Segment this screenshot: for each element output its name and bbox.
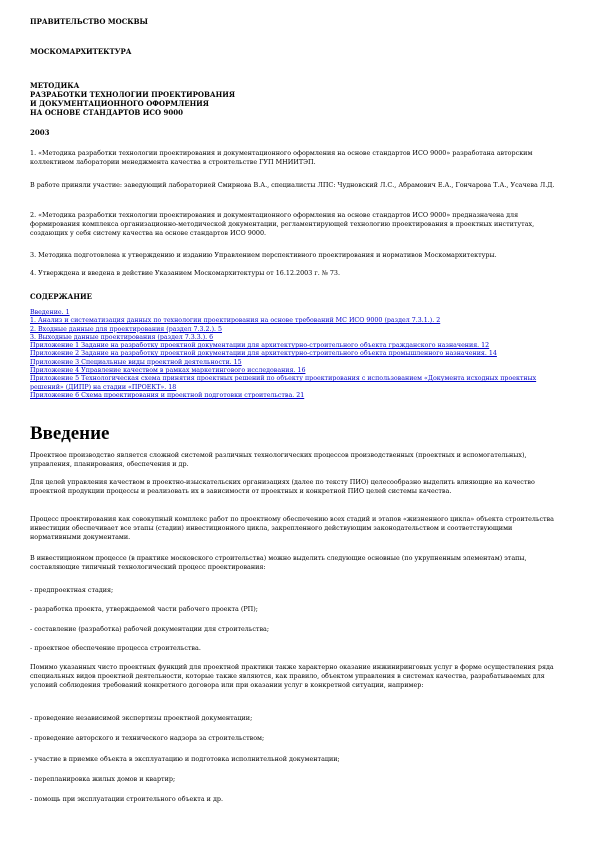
org-name-moskomarkhitektura: МОСКОМАРХИТЕКТУРА [30, 47, 132, 56]
toc-link[interactable]: 1. Анализ и систематизация данных по технологии проектирования на основе требований МС ИСО 9000 (раздел 7.3.1.). 2 [30, 317, 441, 325]
intro-list-item: - участие в приемке объекта в эксплуатацию и подготовка исполнительной документации; [30, 755, 340, 763]
toc-link[interactable]: Введение. 1 [30, 309, 70, 316]
intro-list-item: - проектное обеспечение процесса строительства. [30, 644, 201, 652]
toc-link[interactable]: Приложение 1 Задание на разработку проектной документации для архитектурно-строительного объекта гражданского назначения. 12 [30, 342, 490, 350]
preface-paragraph: В работе приняли участие: заведующий лабораторией Смирнова В.А., специалисты ЛПС: Чудновский Л.С., Абрамович Е.А., Гончарова Т.А., Усачева Л.Д. [30, 181, 555, 189]
toc-link[interactable]: Приложение 2 Задание на разработку проектной документации для архитектурно-строительного объекта промышленного назначения. 14 [30, 350, 497, 358]
intro-paragraph: Проектное производство является сложной системой различных технологических процессов производственных (проектных и вспомогательных), управления, планирования, обеспечения и др. [30, 451, 527, 468]
toc-link[interactable]: 3. Выходные данные проектирования (раздел 7.3.3.). 6 [30, 333, 214, 341]
section-title-introduction: Введение [30, 423, 110, 444]
preface-paragraph: 4. Утверждена и введена в действие Указанием Москомархитектуры от 16.12.2003 г. № 73. [30, 269, 340, 277]
doc-title-block [30, 81, 235, 117]
intro-paragraph: В инвестиционном процессе (в практике московского строительства) можно выделить следующие основные (по укрупненным элементам) этапы, составляющие типичный технологический процесс проектирования: [30, 554, 527, 571]
intro-list-item: - разработка проекта, утверждаемой части рабочего проекта (РП); [30, 605, 258, 613]
preface-paragraph: 3. Методика подготовлена к утверждению и изданию Управлением перспективного проектирования и нормативов Москомархитектуры. [30, 251, 497, 259]
toc-heading: СОДЕРЖАНИЕ [30, 292, 92, 301]
toc-link[interactable]: 2. Входные данные для проектирования (раздел 7.3.2.). 5 [30, 325, 223, 333]
toc-link[interactable]: Приложение 3 Специальные виды проектной деятельности. 15 [30, 358, 242, 366]
intro-list-item: - проведение авторского и технического надзора за строительством; [30, 734, 265, 742]
doc-title-line: НА ОСНОВЕ СТАНДАРТОВ ИСО 9000 [30, 108, 183, 117]
intro-list-item: - помощь при эксплуатации строительного объекта и др. [30, 795, 224, 803]
doc-title-line: И ДОКУМЕНТАЦИОННОГО ОФОРМЛЕНИЯ [30, 99, 209, 108]
intro-list-item: - проведение независимой экспертизы проектной документации; [30, 714, 253, 722]
preface-paragraph: 1. «Методика разработки технологии проектирования и документационного оформления на основе стандартов ИСО 9000» разработана авторским коллективом лаборатории менеджмента качества в строительстве ГУП МНИИТЭП. [30, 149, 533, 166]
doc-year: 2003 [30, 128, 50, 137]
intro-paragraph: Для целей управления качеством в проектно-изыскательских организациях (далее по тексту ПИО) целесообразно выделить влияющие на качество проектной продукции процессы и реализовать их в зависимости от проектных и конкретной ПИО целей системы качества. [30, 478, 535, 495]
intro-paragraph: Помимо указанных чисто проектных функций для проектной практики также характерно оказание инжиниринговых услуг в форме осуществления ряда специальных видов проектной деятельности, которые также являются, как правило, объектом управления в системах качества, разрабатываемых для условий соблюдения требований конкретного договора или при оказании услуг в конкретной ситуации, например: [30, 663, 554, 689]
doc-title-line: РАЗРАБОТКИ ТЕХНОЛОГИИ ПРОЕКТИРОВАНИЯ [30, 90, 236, 99]
doc-type: МЕТОДИКА [30, 81, 80, 90]
org-name-government: ПРАВИТЕЛЬСТВО МОСКВЫ [30, 17, 148, 26]
toc-link[interactable]: Приложение 4 Управление качеством в рамках маркетингового исследования. 16 [30, 367, 306, 375]
preface-paragraph: 2. «Методика разработки технологии проектирования и документационного оформления на основе стандартов ИСО 9000» предназначена для формирования комплекса организационно-методической документации, регламентирующей технологию проектирования в проектных институтах, создающих у себя систему качества на основе стандартов ИСО 9000. [30, 211, 535, 237]
table-of-contents [30, 309, 570, 400]
intro-list-item: - предпроектная стадия; [30, 586, 114, 594]
intro-paragraph: Процесс проектирования как совокупный комплекс работ по проектному обеспечению всех стадий и этапов «жизненного цикла» объекта строительства инвестиции обеспечивает все этапы (стадии) инвестиционного цикла, закрепленного действующим законодательством и соответствующими нормативными документами. [30, 515, 554, 541]
toc-link[interactable]: Приложение 5 Технологическая схема принятия проектных решений по объекту проектирования с использованием «Документа исходных проектных решений» (ДИПР) на стадии «ПРОЕКТ». 18 [30, 375, 537, 391]
intro-list-item: - составление (разработка) рабочей документации для строительства; [30, 625, 270, 633]
toc-link[interactable]: Приложение 6 Схема проектирования и проектной подготовки строительства. 21 [30, 391, 305, 399]
intro-list-item: - перепланировка жилых домов и квартир; [30, 775, 176, 783]
